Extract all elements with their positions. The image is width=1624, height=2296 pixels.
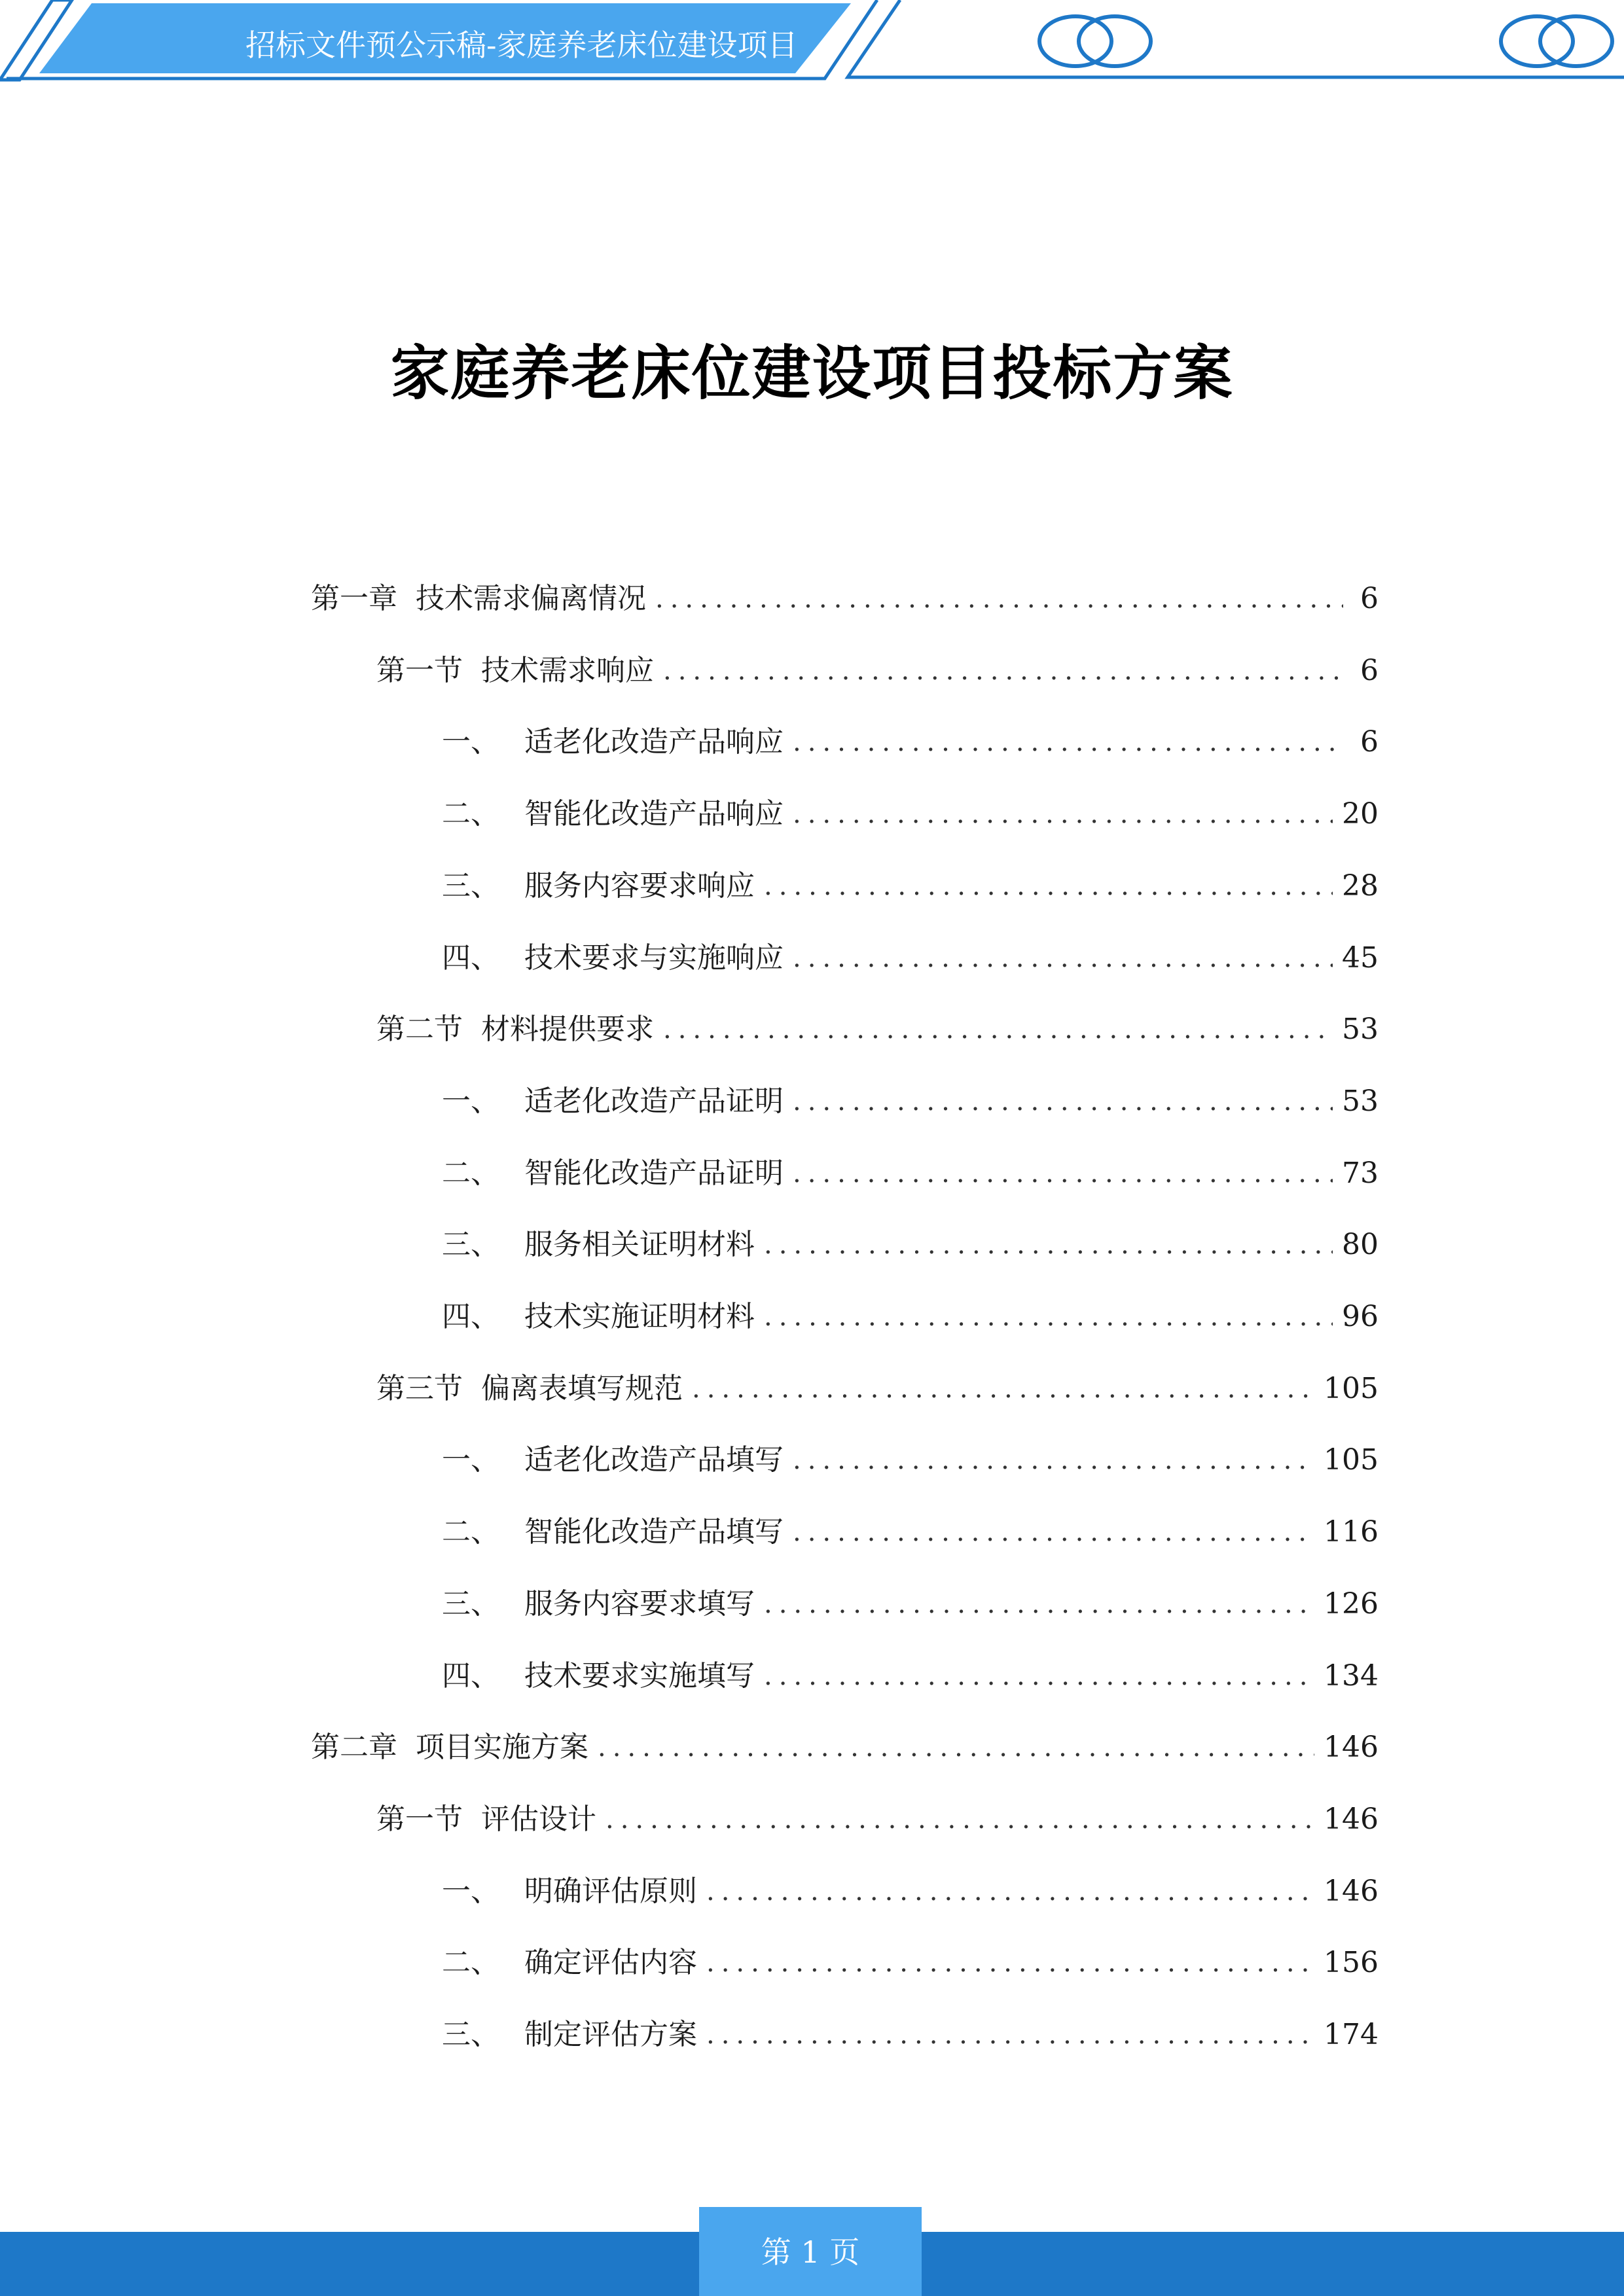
toc-entry-title: 适老化改造产品证明 xyxy=(524,1085,784,1118)
toc-entry[interactable] xyxy=(442,935,1379,981)
toc-entry-number: 三、 xyxy=(442,869,499,903)
toc-entry-page: 146 xyxy=(1324,1874,1379,1908)
toc-leader-dots xyxy=(764,863,1333,909)
toc-entry-number: 第一节 xyxy=(376,1803,463,1836)
toc-entry-title: 明确评估原则 xyxy=(524,1874,697,1908)
toc-entry[interactable] xyxy=(442,2012,1379,2058)
toc-leader-dots xyxy=(793,791,1333,837)
toc-entry-page: 156 xyxy=(1324,1946,1379,1979)
toc-entry-page: 146 xyxy=(1324,1731,1379,1764)
toc-entry-page: 6 xyxy=(1360,725,1379,759)
toc-entry-title: 服务内容要求填写 xyxy=(524,1587,755,1621)
toc-entry-title: 智能化改造产品证明 xyxy=(524,1157,784,1190)
toc-entry-page: 53 xyxy=(1342,1085,1379,1118)
toc-leader-dots xyxy=(793,1509,1314,1555)
toc-leader-dots xyxy=(764,1581,1314,1627)
toc-leader-dots xyxy=(706,1869,1314,1914)
toc-entry-page: 6 xyxy=(1360,654,1379,687)
toc-entry[interactable] xyxy=(442,1653,1379,1699)
toc-entry-title: 技术需求偏离情况 xyxy=(416,582,646,615)
toc-entry[interactable] xyxy=(311,576,1379,622)
toc-entry-number: 第二章 xyxy=(311,1731,397,1764)
toc-entry-title: 技术实施证明材料 xyxy=(524,1300,755,1333)
toc-entry-number: 三、 xyxy=(442,1228,499,1261)
toc-leader-dots xyxy=(706,2012,1314,2058)
toc-entry-title: 适老化改造产品响应 xyxy=(524,725,784,759)
toc-entry-number: 三、 xyxy=(442,2018,499,2051)
toc-entry-page: 116 xyxy=(1324,1515,1379,1549)
toc-entry-number: 二、 xyxy=(442,1515,499,1549)
toc-entry[interactable] xyxy=(442,1294,1379,1340)
toc-entry[interactable] xyxy=(442,1940,1379,1986)
toc-entry-title: 确定评估内容 xyxy=(524,1946,697,1979)
toc-entry[interactable] xyxy=(376,648,1379,694)
toc-leader-dots xyxy=(706,1940,1314,1986)
toc-leader-dots xyxy=(655,576,1343,622)
toc-leader-dots xyxy=(793,1437,1314,1483)
toc-entry-title: 服务内容要求响应 xyxy=(524,869,755,903)
toc-entry-title: 评估设计 xyxy=(481,1803,596,1836)
document-title: 家庭养老床位建设项目投标方案 xyxy=(390,338,1234,408)
toc-entry[interactable] xyxy=(442,1581,1379,1627)
toc-entry[interactable] xyxy=(442,1509,1379,1555)
toc-entry-page: 73 xyxy=(1342,1157,1379,1190)
toc-entry-number: 第一章 xyxy=(311,582,397,615)
toc-entry-number: 四、 xyxy=(442,941,499,975)
toc-entry-number: 第一节 xyxy=(376,654,463,687)
toc-leader-dots xyxy=(692,1366,1314,1412)
toc-entry-number: 二、 xyxy=(442,797,499,831)
toc-entry-number: 一、 xyxy=(442,1443,499,1477)
toc-entry-page: 105 xyxy=(1324,1372,1379,1405)
toc-entry-title: 技术需求响应 xyxy=(481,654,654,687)
toc-entry-page: 6 xyxy=(1360,582,1379,615)
toc-leader-dots xyxy=(793,1079,1333,1124)
toc-leader-dots xyxy=(605,1797,1314,1842)
toc-entry-page: 174 xyxy=(1324,2018,1379,2051)
toc-entry-page: 53 xyxy=(1342,1013,1379,1046)
toc-entry-page: 45 xyxy=(1342,941,1379,975)
toc-leader-dots xyxy=(663,648,1343,694)
toc-entry-page: 126 xyxy=(1324,1587,1379,1621)
double-ring-logo-icon xyxy=(1039,16,1151,66)
toc-entry-page: 134 xyxy=(1324,1659,1379,1693)
toc-entry[interactable] xyxy=(442,1222,1379,1268)
toc-entry-page: 105 xyxy=(1324,1443,1379,1477)
toc-leader-dots xyxy=(764,1222,1333,1268)
toc-entry[interactable] xyxy=(376,1366,1379,1412)
double-ring-logo-icon xyxy=(1501,16,1612,66)
toc-entry[interactable] xyxy=(442,1869,1379,1914)
toc-entry-number: 二、 xyxy=(442,1946,499,1979)
toc-entry-page: 146 xyxy=(1324,1803,1379,1836)
toc-entry-title: 智能化改造产品响应 xyxy=(524,797,784,831)
toc-entry-title: 智能化改造产品填写 xyxy=(524,1515,784,1549)
toc-leader-dots xyxy=(663,1007,1333,1052)
toc-entry-number: 三、 xyxy=(442,1587,499,1621)
toc-entry-title: 技术要求与实施响应 xyxy=(524,941,784,975)
toc-entry-number: 一、 xyxy=(442,1874,499,1908)
header-title: 招标文件预公示稿-家庭养老床位建设项目 xyxy=(245,27,798,63)
page-number: 第 1 页 xyxy=(761,2234,860,2270)
toc-leader-dots xyxy=(793,1151,1333,1196)
toc-entry[interactable] xyxy=(442,1151,1379,1196)
toc-entry[interactable] xyxy=(442,719,1379,765)
toc-entry[interactable] xyxy=(442,1079,1379,1124)
toc-entry-page: 28 xyxy=(1342,869,1379,903)
toc-leader-dots xyxy=(793,935,1333,981)
toc-entry-number: 四、 xyxy=(442,1300,499,1333)
toc-leader-dots xyxy=(598,1725,1314,1770)
toc-entry-number: 二、 xyxy=(442,1157,499,1190)
toc-entry[interactable] xyxy=(442,863,1379,909)
toc-entry[interactable] xyxy=(376,1007,1379,1052)
toc-entry[interactable] xyxy=(376,1797,1379,1842)
toc-entry[interactable] xyxy=(311,1725,1379,1770)
toc-entry-title: 服务相关证明材料 xyxy=(524,1228,755,1261)
toc-entry-title: 偏离表填写规范 xyxy=(481,1372,683,1405)
toc-entry[interactable] xyxy=(442,791,1379,837)
toc-entry-title: 制定评估方案 xyxy=(524,2018,697,2051)
toc-leader-dots xyxy=(793,719,1343,765)
toc-entry-number: 一、 xyxy=(442,725,499,759)
toc-entry-title: 技术要求实施填写 xyxy=(524,1659,755,1693)
toc-entry-title: 材料提供要求 xyxy=(481,1013,654,1046)
toc-entry-number: 一、 xyxy=(442,1085,499,1118)
toc-entry-number: 第三节 xyxy=(376,1372,463,1405)
toc-entry-page: 96 xyxy=(1342,1300,1379,1333)
toc-entry-number: 第二节 xyxy=(376,1013,463,1046)
toc-leader-dots xyxy=(764,1653,1314,1699)
toc-entry-title: 项目实施方案 xyxy=(416,1731,588,1764)
page-header xyxy=(0,0,1624,85)
toc-entry-page: 80 xyxy=(1342,1228,1379,1261)
toc-entry-page: 20 xyxy=(1342,797,1379,831)
toc-leader-dots xyxy=(764,1294,1333,1340)
toc-entry-title: 适老化改造产品填写 xyxy=(524,1443,784,1477)
toc-entry-number: 四、 xyxy=(442,1659,499,1693)
toc-entry[interactable] xyxy=(442,1437,1379,1483)
